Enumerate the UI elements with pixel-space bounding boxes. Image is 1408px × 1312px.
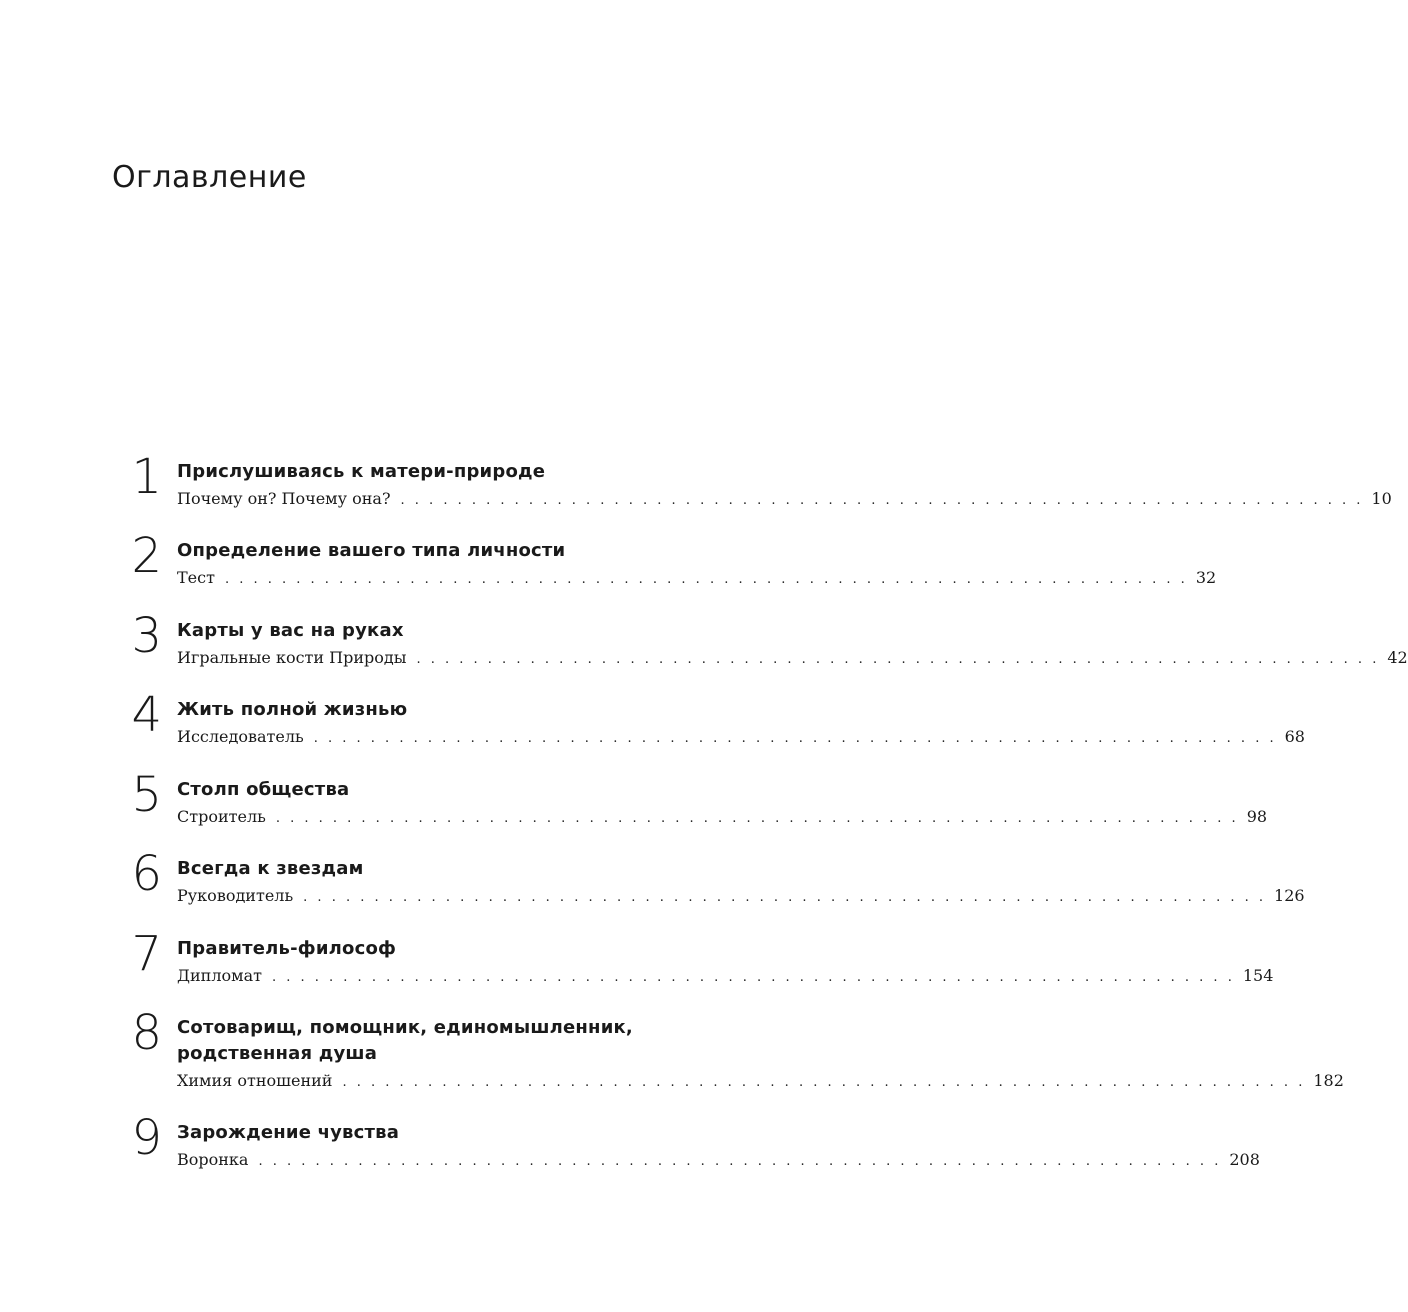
page-number: 32 (1195, 568, 1217, 587)
chapter-subtitle-line (177, 646, 1408, 670)
page-title: Оглавление (112, 160, 307, 195)
chapter-title: Карты у вас на руках (177, 620, 404, 641)
dot-leader: . . . . . . . . . . . . . . . . . . . . . . . . . . . . . . . . . . . . . . . . . . . . . . . . . . . . . . . . . . . . . . . . . . . . (400, 493, 1364, 508)
page-number: 182 (1313, 1071, 1344, 1090)
dot-leader: . . . . . . . . . . . . . . . . . . . . . . . . . . . . . . . . . . . . . . . . . . . . . . . . . . . . . . . . . . . . . . . . . . . . (342, 1075, 1306, 1090)
chapter-subtitle: Исследователь (177, 727, 304, 746)
chapter-subtitle: Строитель (177, 807, 266, 826)
chapter-number: 8 (131, 1005, 162, 1061)
chapter-subtitle-line (177, 725, 1305, 749)
chapter-title: Прислушиваясь к матери-природе (177, 461, 546, 482)
dot-leader: . . . . . . . . . . . . . . . . . . . . . . . . . . . . . . . . . . . . . . . . . . . . . . . . . . . . . . . . . . . . . . . . . . . . (271, 970, 1235, 985)
chapter-title: Определение вашего типа личности (177, 540, 566, 561)
chapter-subtitle: Дипломат (177, 966, 262, 985)
page-number: 68 (1284, 727, 1305, 746)
chapter-subtitle-line (177, 884, 1305, 908)
page-number: 10 (1371, 489, 1392, 508)
chapter-subtitle: Тест (177, 568, 215, 587)
page-number: 154 (1242, 966, 1274, 985)
chapter-number: 7 (131, 926, 162, 982)
chapter-number: 3 (131, 608, 162, 664)
dot-leader: . . . . . . . . . . . . . . . . . . . . . . . . . . . . . . . . . . . . . . . . . . . . . . . . . . . . . . . . . . . . . . . . . . . . (416, 652, 1380, 667)
chapter-number: 6 (131, 846, 162, 902)
chapter-subtitle-line (177, 1148, 1260, 1172)
chapter-title: Зарождение чувства (177, 1122, 400, 1143)
chapter-subtitle-line (177, 805, 1268, 829)
chapter-title: Жить полной жизнью (177, 699, 408, 720)
chapter-title: Столп общества (177, 779, 350, 800)
dot-leader: . . . . . . . . . . . . . . . . . . . . . . . . . . . . . . . . . . . . . . . . . . . . . . . . . . . . . . . . . . . . . . . . . . . . (313, 731, 1277, 746)
chapter-subtitle: Почему он? Почему она? (177, 489, 391, 508)
chapter-subtitle: Руководитель (177, 886, 294, 905)
page-number: 126 (1274, 886, 1305, 905)
chapter-subtitle: Воронка (177, 1150, 249, 1169)
chapter-subtitle-line (177, 487, 1392, 511)
chapter-subtitle-line (177, 964, 1274, 988)
page-number: 208 (1229, 1150, 1260, 1169)
chapter-subtitle-line (177, 566, 1217, 590)
page-number: 42 (1387, 648, 1408, 667)
chapter-number: 5 (131, 767, 162, 823)
chapter-number: 9 (131, 1110, 162, 1166)
dot-leader: . . . . . . . . . . . . . . . . . . . . . . . . . . . . . . . . . . . . . . . . . . . . . . . . . . . . . . . . . . . . . . . . . . . . (258, 1154, 1222, 1169)
chapter-number: 2 (131, 528, 162, 584)
chapter-number: 1 (131, 449, 162, 505)
page-number: 98 (1246, 807, 1268, 826)
dot-leader: . . . . . . . . . . . . . . . . . . . . . . . . . . . . . . . . . . . . . . . . . . . . . . . . . . . . . . . . . . . . . . . . . . . . (275, 811, 1239, 826)
chapter-number: 4 (131, 687, 162, 743)
chapter-subtitle-line (177, 1069, 1344, 1093)
chapter-title: Сотоварищ, помощник, единомышленник, родственная душа (177, 1017, 633, 1064)
chapter-title: Всегда к звездам (177, 858, 364, 879)
dot-leader: . . . . . . . . . . . . . . . . . . . . . . . . . . . . . . . . . . . . . . . . . . . . . . . . . . . . . . . . . . . . . . . . . . . . (303, 890, 1267, 905)
dot-leader: . . . . . . . . . . . . . . . . . . . . . . . . . . . . . . . . . . . . . . . . . . . . . . . . . . . . . . . . . . . . . . . . . . . . (224, 572, 1188, 587)
chapter-subtitle: Химия отношений (177, 1071, 333, 1090)
chapter-subtitle: Игральные кости Природы (177, 648, 407, 667)
chapter-title: Правитель-философ (177, 938, 397, 959)
